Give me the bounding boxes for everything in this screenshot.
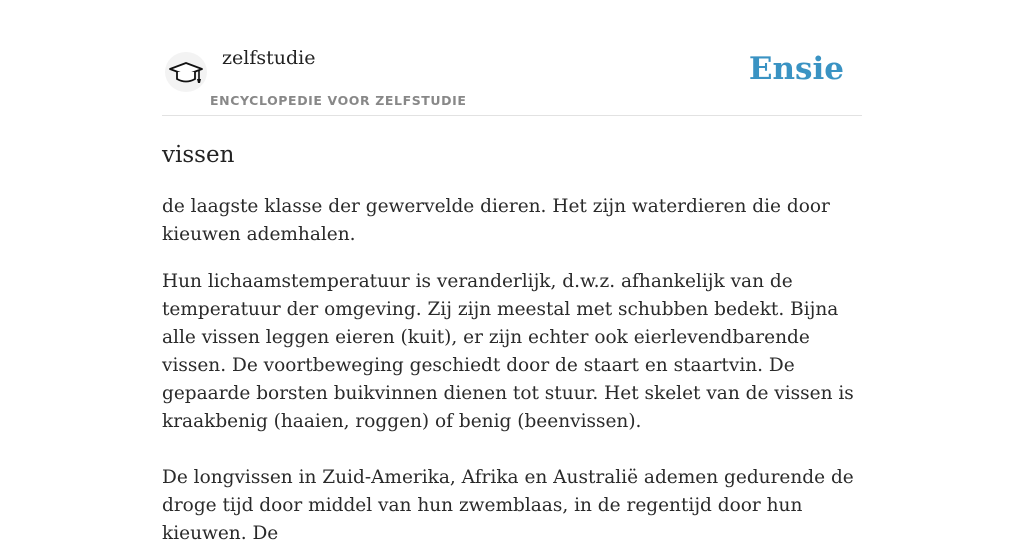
ensie-logo-link[interactable]: Ensie <box>748 51 844 87</box>
article-paragraph: Hun lichaamstemperatuur is veranderlijk, d.w.z. afhankelijk van de temperatuur der omgeving. Zij zijn meestal met schubben bedekt. Bijna alle vissen leggen eieren (kuit), er zijn echter ook eierlevendbarende vissen. De voortbeweging geschiedt door de staart en staartvin. De gepaarde borsten buikvinnen dienen tot stuur. Het skelet van de vissen is kraakbenig (haaien, roggen) of benig (beenvissen). <box>162 271 854 432</box>
site-header <box>162 0 862 116</box>
graduation-cap-icon[interactable] <box>165 52 207 92</box>
article-title: vissen <box>162 142 235 168</box>
site-tagline: ENCYCLOPEDIE VOOR ZELFSTUDIE <box>210 93 467 108</box>
article-paragraph: de laagste klasse der gewervelde dieren. Het zijn waterdieren die door kieuwen ademhalen. <box>162 196 830 245</box>
page <box>162 0 862 548</box>
article-paragraph: De longvissen in Zuid-Amerika, Afrika en Australië ademen gedurende de droge tijd door middel van hun zwemblaas, in de regentijd door hun kieuwen. De <box>162 467 854 544</box>
site-name[interactable]: zelfstudie <box>222 47 316 69</box>
